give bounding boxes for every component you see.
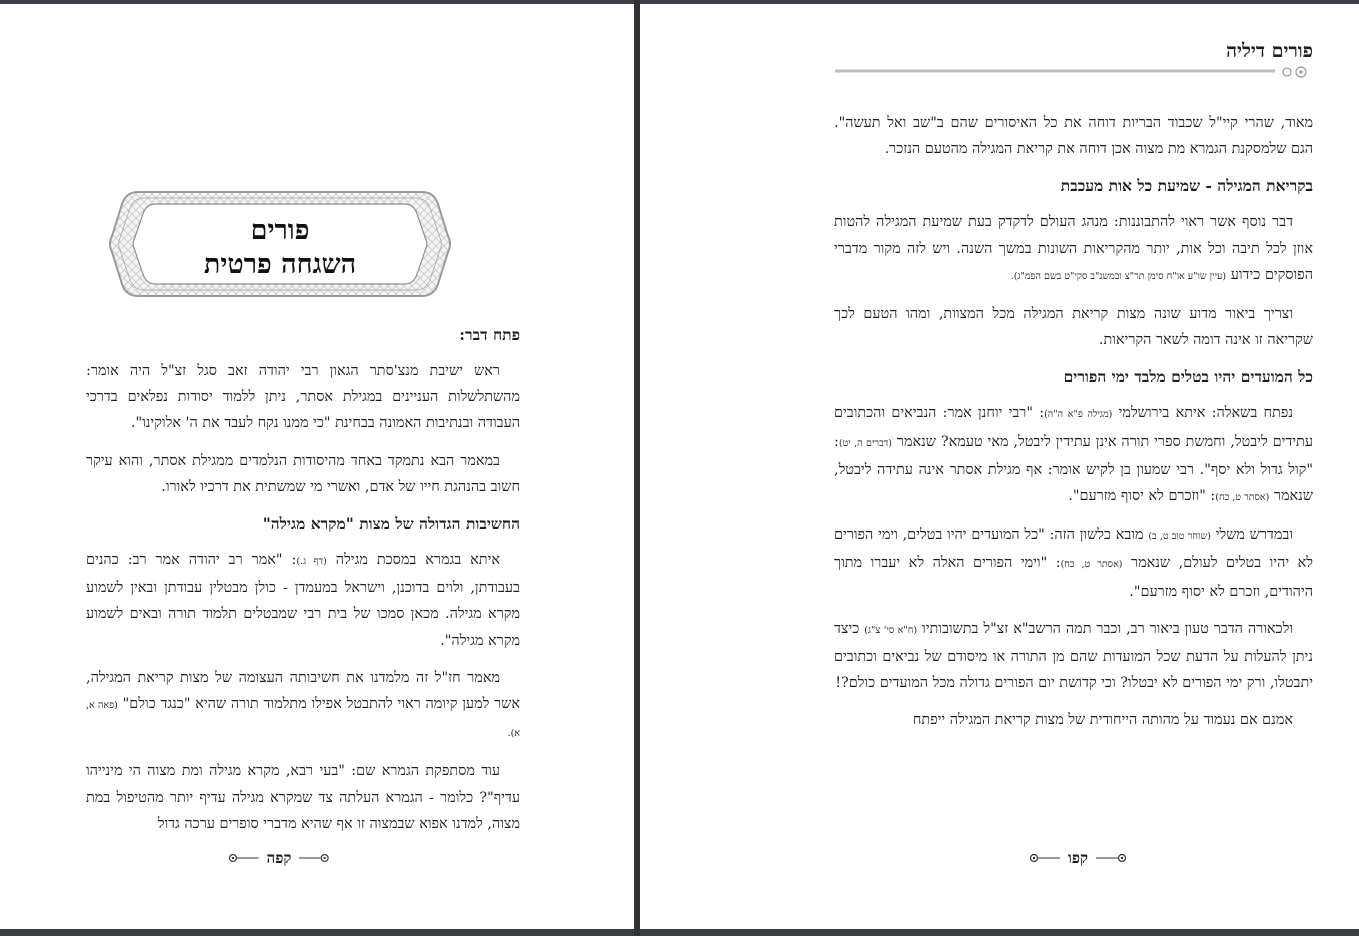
source-reference: (עיין שו"ע או"ח סימן תר"צ ובמשנ"ב סקי"ט בשם הפמ"ג). xyxy=(1010,270,1227,282)
running-head-rule xyxy=(835,64,1313,80)
source-reference: (דברים ה, יט) xyxy=(838,437,892,449)
text: ובמדרש משלי xyxy=(1215,527,1294,544)
folio-ornament-icon xyxy=(225,852,261,864)
chapter-title-line-2: השגחה פרטית xyxy=(203,249,357,280)
text: : "וזכרם לא יסוף מזרעם". xyxy=(1068,488,1216,505)
paragraph xyxy=(86,547,520,654)
paragraph xyxy=(834,209,1313,290)
text: : "אמר רב יהודה אמר רב: כהנים בעבודתן, ולוים בדוכנן, וישראל במעמדן - כולן מבטלין עבודתן ובאין לשמוע מקרא מגילה. מכאן סמכו של בית רבי שמבטלים תלמוד תורה ובאים לשמוע מקרא מגילה". xyxy=(86,552,520,649)
paragraph xyxy=(834,522,1313,605)
title-frame xyxy=(108,186,452,302)
text: מאמר חז"ל זה מלמדנו את חשיבותה העצומה של מצות קריאת המגילה, אשר למען קיומה ראוי להתבטל אפילו מתלמוד תורה שהיא "כנגד כולם" xyxy=(86,669,521,713)
text: : "וימי הפורים האלה לא יעברו מתוך היהודים, וזכרם לא יסוף מזרעם". xyxy=(834,555,1313,600)
source-reference: (ח"א סי' צ"ג) xyxy=(864,624,918,636)
paragraph: ראש ישיבת מנצ'סתר הגאון רבי יהודה זאב סגל זצ"ל היה אומר: מהשתלשלות העניינים במגילת אסתר, ניתן ללמוד יסודות נפלאים בדרכי העבודה ובנתיבות האמונה בבחינת "כי ממנו נקח לעבד את ה' אלוקינו". xyxy=(86,363,520,432)
section-heading: כל המועדים יהיו בטלים מלבד ימי הפורים xyxy=(1063,367,1313,387)
paragraph: מאוד, שהרי קיי"ל שכבוד הבריות דוחה את כל האיסורים שהם ב"שב ואל תעשה". הגם שלמסקנת הגמרא מת מצוה אכן דוחה את קריאת המגילה מהטעם הנזכר. xyxy=(834,115,1313,158)
folio-ornament-icon xyxy=(297,852,333,864)
folio-ornament-icon xyxy=(1026,852,1062,864)
folio-ornament-icon xyxy=(1094,852,1130,864)
page-number-label: קפו xyxy=(1067,848,1089,867)
left-page xyxy=(0,4,634,929)
page-number xyxy=(219,847,339,869)
text: : "רבי יוחנן אמר: הנביאים והכתובים עתידים ליבטל, וחמשת ספרי תורה אינן עתידין ליבטל, מאי טעמא? שנאמר xyxy=(834,405,1313,450)
page-number-label: קפה xyxy=(266,848,292,867)
text: נפתח בשאלה: איתא בירושלמי xyxy=(1118,405,1294,422)
text: ולכאורה הדבר טעון ביאור רב, וכבר תמה הרשב"א זצ"ל בתשובותיו xyxy=(922,620,1294,637)
paragraph xyxy=(834,400,1313,511)
text: דבר נוסף אשר ראוי להתבוננות: מנהג העולם לדקדק בעת שמיעת המגילה להטות אוזן לכל תיבה וכל אות, יותר מהקריאות השונות במשך השנה. ויש לזה מקור מדברי הפוסקים כידוע xyxy=(834,214,1313,283)
source-reference: (פאה א, א). xyxy=(86,700,520,740)
text: : "קול גדול ולא יסף". רבי שמעון בן לקיש אומר: אף מגילת אסתר אינה עתידה ליבטל, שנאמר xyxy=(834,433,1313,505)
paragraph xyxy=(86,665,520,748)
paragraph xyxy=(834,616,1313,697)
source-reference: (אסתר ט, כח) xyxy=(1215,492,1270,504)
text: מובא כלשון הזה: "כל המועדים יהיו בטלים, וימי הפורים לא יהיו בטלים לעולם, שנאמר xyxy=(834,527,1313,572)
text: כיצד ניתן להעלות על הדעת שכל המועדות שהם מן התורה או מיסודם של נביאים וכתובים יתבטלו, ורק ימי הפורים לא יבטלו? וכי קדושת יום הפורים גדולה מכל המועדים כולם?! xyxy=(834,620,1313,692)
text: איתא בגמרא במסכת מגילה xyxy=(335,552,500,569)
paragraph: אמנם אם נעמוד על מהותה הייחודית של מצות קריאת המגילה ייפתח xyxy=(912,712,1293,729)
source-reference: (דף ג.) xyxy=(296,556,327,568)
paragraph: במאמר הבא נתמקד באחד מהיסודות הנלמדים ממגילת אסתר, והוא עיקר חשוב בהנהגת חייו של אדם, ואשרי מי שמשתית את דרכיו לאורו. xyxy=(86,452,520,495)
page-number xyxy=(1018,847,1138,869)
right-text-column xyxy=(834,110,1313,745)
paragraph: וצריך ביאור מדוע שונה מצות קריאת המגילה מכל המצוות, ומהו הטעם לכך שקריאה זו אינה דומה לשאר הקריאות. xyxy=(834,306,1313,349)
source-reference: (שוחר טוב ט, ב) xyxy=(1148,531,1211,543)
paragraph: עוד מסתפקת הגמרא שם: "בעי רבא, מקרא מגילה ומת מצוה הי מינייהו עדיף"? כלומר - הגמרא העלתה צד שמקרא מגילה עדיף יותר מהטיפול במת מצוה, למדנו אפוא שבמצוה זו אף שהיא מדברי סופרים ערכה גדול xyxy=(86,763,520,832)
section-heading-opening: פתח דבר: xyxy=(459,325,520,344)
right-page xyxy=(640,4,1359,929)
left-text-column xyxy=(86,316,520,848)
running-head: פורים דיליה xyxy=(1226,40,1313,62)
chapter-title-line-1: פורים xyxy=(250,215,310,246)
source-reference: (אסתר ט, כח) xyxy=(1060,559,1123,571)
source-reference: (מגילה פ"א ה"ה) xyxy=(1044,409,1113,421)
section-heading: בקריאת המגילה - שמיעת כל אות מעכבת xyxy=(1060,176,1313,196)
section-heading: החשיבות הגדולה של מצות "מקרא מגילה" xyxy=(262,514,520,534)
